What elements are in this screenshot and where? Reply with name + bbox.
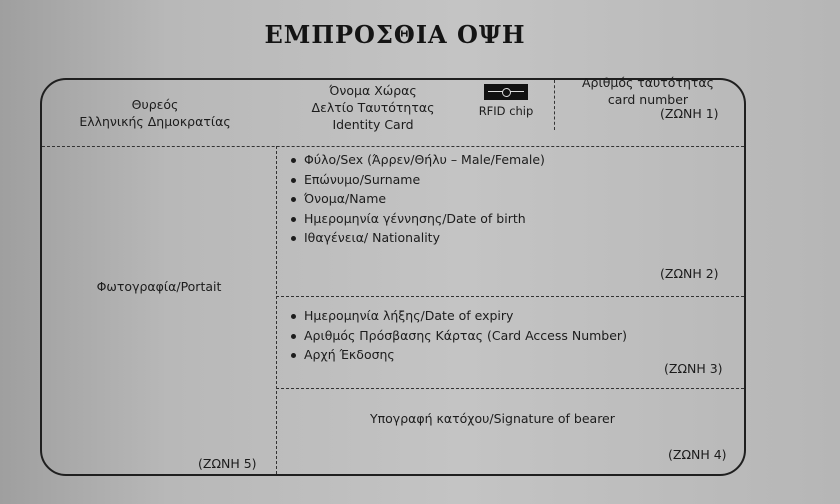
portrait-divider: [276, 146, 277, 474]
page-title: ΕΜΠΡΟΣΘΙΑ ΟΨΗ: [264, 20, 526, 49]
header-divider: [42, 146, 744, 147]
list-item: Ιθαγένεια/ Nationality: [290, 228, 545, 248]
portrait-label: Φωτογραφία/Portait: [96, 279, 222, 294]
id-number-divider: [554, 80, 555, 130]
zone3-divider: [276, 388, 744, 389]
zone3-field-list: [290, 306, 627, 365]
rfid-chip-icon: [484, 84, 528, 100]
id-number-label: Αριθμός ταυτότητας card number: [582, 75, 714, 107]
list-item: Φύλο/Sex (Άρρεν/Θήλυ – Male/Female): [290, 150, 545, 170]
list-item: Αρχή Έκδοσης: [290, 345, 627, 365]
country-label: Όνομα Χώρας Δελτίο Ταυτότητας Identity Card: [311, 83, 435, 132]
rfid-label: RFID chip: [478, 104, 534, 118]
rfid-chip: [470, 84, 542, 118]
list-item: Ημερομηνία λήξης/Date of expiry: [290, 306, 627, 326]
zone1-label: (ΖΩΝΗ 1): [660, 106, 719, 121]
zone2-field-list: [290, 150, 545, 248]
list-item: Ημερομηνία γέννησης/Date of birth: [290, 209, 545, 229]
zone4-label: (ΖΩΝΗ 4): [668, 447, 727, 462]
zone5-label: (ΖΩΝΗ 5): [198, 456, 257, 471]
signature-label: Υπογραφή κατόχου/Signature of bearer: [370, 411, 615, 426]
list-item: Επώνυμο/Surname: [290, 170, 545, 190]
list-item: Αριθμός Πρόσβασης Κάρτας (Card Access Number): [290, 326, 627, 346]
zone3-label: (ΖΩΝΗ 3): [664, 361, 723, 376]
zone2-label: (ΖΩΝΗ 2): [660, 266, 719, 281]
coat-of-arms-label: Θυρεός Ελληνικής Δημοκρατίας: [79, 97, 231, 129]
id-card-layout: [40, 75, 746, 476]
list-item: Όνομα/Name: [290, 189, 545, 209]
zone2-divider: [276, 296, 744, 297]
